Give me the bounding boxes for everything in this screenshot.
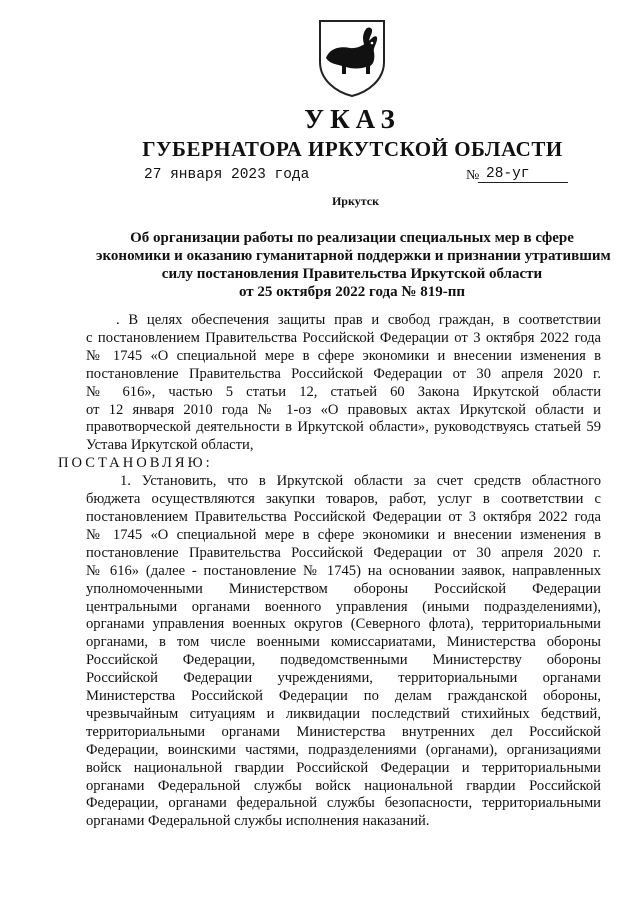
document-title: УКАЗ [304,104,401,134]
document-date: 27 января 2023 года [144,167,310,183]
clause-line: уполномоченными Министерством обороны Российской Федерации [86,580,601,597]
clause-line: Министерства Российской Федерации по делам гражданской обороны, [86,688,601,705]
preamble-line: правотворческой деятельности в Иркутской области», руководствуясь статьей 59 [86,419,601,436]
heading-line: от 25 октября 2022 года № 819-пп [238,284,465,300]
clause-line: войск национальной гвардии Российской Федерации и территориальными [86,759,601,776]
clause-line: 1. Установить, что в Иркутской области за счет средств областного [120,473,601,490]
preamble-line: . В целях обеспечения защиты прав и свобод граждан, в соответствии [116,312,601,328]
preamble-line: с постановлением Правительства Российской Федерации от 3 октября 2022 года [86,329,601,346]
document-issuer: ГУБЕРНАТОРА ИРКУТСКОЙ ОБЛАСТИ [142,137,563,161]
clause-line: постановление Правительства Российской Федерации от 30 апреля 2020 г. [86,544,601,561]
postanovlyayu-label: ПОСТАНОВЛЯЮ: [58,455,213,472]
preamble-line: № 616», частью 5 статьи 12, статьей 60 Закона Иркутской области [86,383,601,400]
clause-line: постановлением Правительства Российской Федерации от 3 октября 2022 года [86,508,601,525]
clause-line: Федерации, органами федеральной службы безопасности, территориальными [86,795,601,812]
clause-line: № 1745 «О специальной мере в сфере экономики и внесении изменения в [86,526,601,543]
clause-line: № 616» (далее - постановление № 1745) на основании заявок, направленных [86,562,601,579]
preamble-line: № 1745 «О специальной мере в сфере экономики и внесении изменения в [86,347,601,364]
heading-line: Об организации работы по реализации специальных мер в сфере [130,230,574,246]
preamble-line: от 12 января 2010 года № 1-оз «О правовых актах Иркутской области и [86,401,601,418]
document-heading [96,229,611,301]
preamble-line: Устава Иркутской области, [86,437,254,454]
clause-line: органами Федеральной службы войск национальной гвардии Российской [86,777,601,794]
clause-line: территориальными органами Министерства внутренних дел Российской [86,723,601,740]
clause-line: органами управления военных округов (Северного флота), территориальными [86,616,601,633]
document-number-label: № [466,168,480,183]
clause-line: Российской Федерации учреждениями, территориальными органами [86,670,601,687]
clause-line: органами, в том числе военными комиссариатами, Министерства обороны [86,634,601,651]
clause-line: чрезвычайным ситуациям и ликвидации последствий стихийных бедствий, [86,705,601,722]
clause-line: бюджета осуществляются закупки товаров, работ, услуг в соответствии с [86,491,601,508]
heading-line: силу постановления Правительства Иркутской области [161,266,543,282]
clause-line: центральными органами военного управления (иными подразделениями), [86,598,601,615]
coat-of-arms-emblem [316,18,388,98]
heading-line: экономики и оказанию гуманитарной поддержки и признании утратившим [96,248,611,264]
clause-line: Российской Федерации, подведомственными Министерству обороны [86,652,601,669]
preamble-line: постановление Правительства Российской Федерации от 30 апреля 2020 г. [86,365,601,382]
clause-line: органами Федеральной службы исполнения наказаний. [86,813,430,830]
document-city: Иркутск [331,194,380,208]
document-body [58,312,601,831]
document-number: 28-уг [478,166,568,183]
clause-line: Федерации, воинскими частями, подразделениями (органами), организациями [86,741,601,758]
